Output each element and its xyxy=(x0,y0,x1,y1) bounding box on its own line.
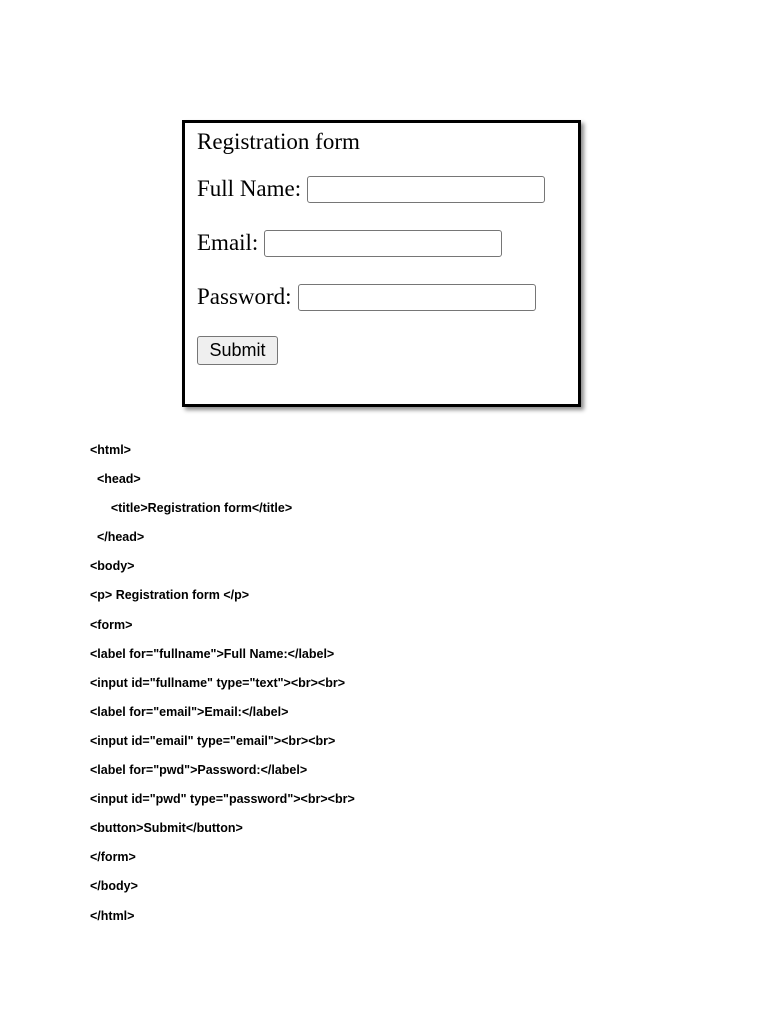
code-line: <label for="fullname">Full Name:</label> xyxy=(90,646,335,661)
registration-form-screenshot xyxy=(182,120,581,407)
code-line: <form> xyxy=(90,617,133,632)
email-row xyxy=(197,228,502,258)
form-title: Registration form xyxy=(197,129,360,154)
fullname-label: Full Name: xyxy=(197,176,302,201)
code-line: <input id="pwd" type="password"><br><br> xyxy=(90,792,355,807)
submit-button[interactable]: Submit xyxy=(197,336,278,365)
code-line: </html> xyxy=(90,908,135,923)
code-line: <p> Registration form </p> xyxy=(90,588,250,603)
code-line: <label for="email">Email:</label> xyxy=(90,704,289,719)
code-line: <body> xyxy=(90,559,135,574)
code-line: <head> xyxy=(90,472,141,487)
code-line: </head> xyxy=(90,530,145,545)
fullname-row xyxy=(197,174,545,204)
code-line: <label for="pwd">Password:</label> xyxy=(90,763,308,778)
code-line: </body> xyxy=(90,879,138,894)
email-label: Email: xyxy=(197,230,259,255)
code-listing xyxy=(90,438,355,933)
email-input[interactable] xyxy=(264,230,502,257)
code-line: <title>Registration form</title> xyxy=(90,501,293,516)
code-line: </form> xyxy=(90,850,136,865)
password-input[interactable] xyxy=(298,284,536,311)
password-row xyxy=(197,282,536,312)
password-label: Password: xyxy=(197,284,292,309)
code-line: <input id="fullname" type="text"><br><br> xyxy=(90,675,346,690)
code-line: <button>Submit</button> xyxy=(90,821,243,836)
code-line: <input id="email" type="email"><br><br> xyxy=(90,733,336,748)
code-line: <html> xyxy=(90,443,131,457)
fullname-input[interactable] xyxy=(307,176,545,203)
